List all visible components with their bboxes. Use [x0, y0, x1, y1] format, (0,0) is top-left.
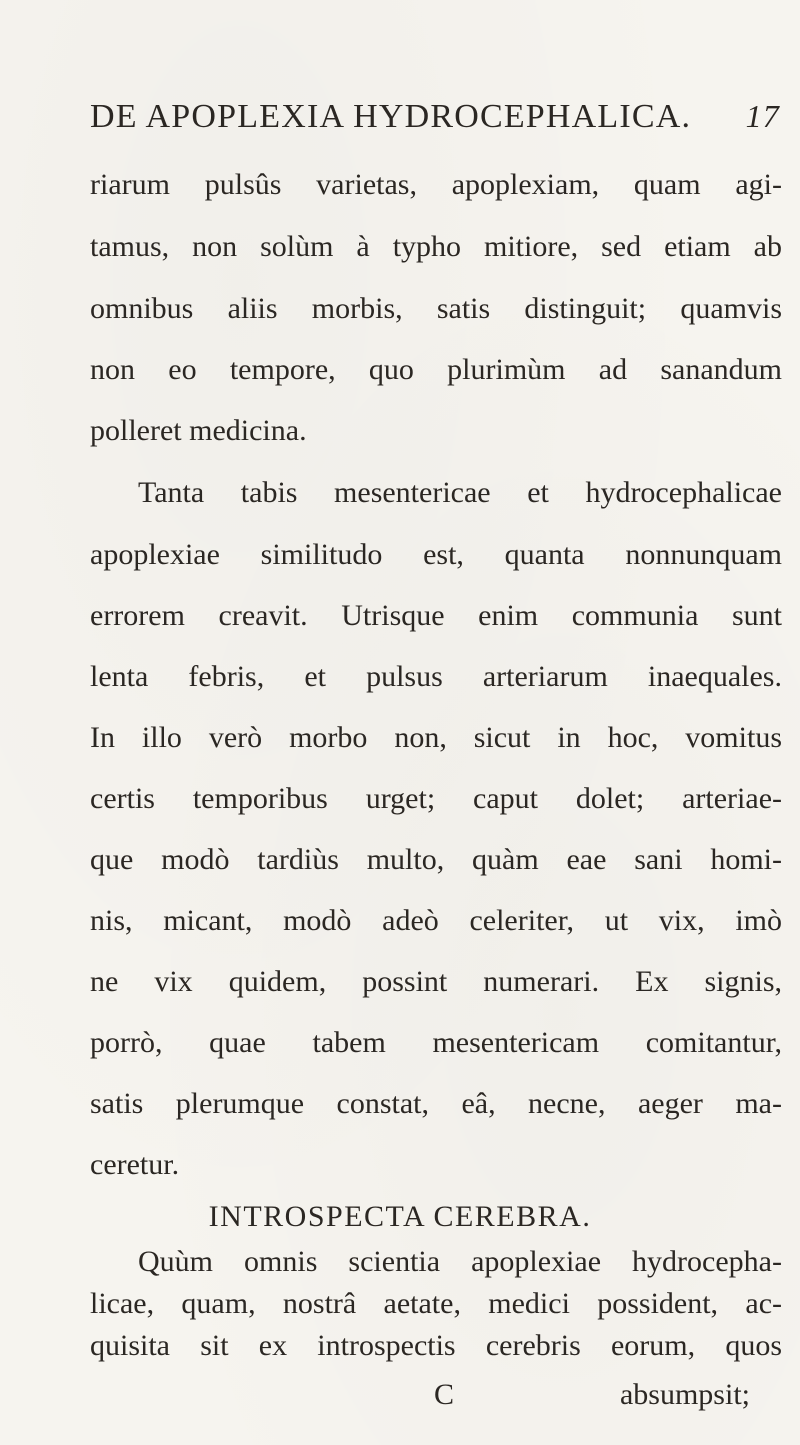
text-line: non eo tempore, quo plurimùm ad sanandum [90, 353, 782, 386]
text-line: In illo verò morbo non, sicut in hoc, vomitus [90, 721, 782, 754]
text-line: porrò, quae tabem mesentericam comitantur, [90, 1026, 782, 1059]
text-line: omnibus aliis morbis, satis distinguit; quamvis [90, 292, 782, 325]
catchword: absumpsit; [619, 1378, 750, 1411]
text-line: polleret medicina. [90, 414, 307, 447]
text-line: quisita sit ex introspectis cerebris eorum, quos [90, 1329, 782, 1362]
text-line: Quùm omnis scientia apoplexiae hydrocepha- [138, 1245, 782, 1278]
text-line: nis, micant, modò adeò celeriter, ut vix, imò [90, 904, 782, 937]
text-line: riarum pulsûs varietas, apoplexiam, quam agi- [90, 168, 782, 201]
text-line: licae, quam, nostrâ aetate, medici possident, ac- [90, 1287, 782, 1320]
text-line: que modò tardiùs multo, quàm eae sani homi- [90, 843, 782, 876]
text-line: satis plerumque constat, eâ, necne, aeger ma- [90, 1087, 782, 1120]
text-line: ne vix quidem, possint numerari. Ex signis, [90, 965, 782, 998]
text-line: Tanta tabis mesentericae et hydrocephalicae [138, 476, 782, 509]
text-line: tamus, non solùm à typho mitiore, sed etiam ab [90, 230, 782, 263]
running-head [90, 98, 780, 136]
page-number: 17 [745, 98, 780, 134]
text-line: errorem creavit. Utrisque enim communia sunt [90, 599, 782, 632]
text-line: lenta febris, et pulsus arteriarum inaequales. [90, 660, 782, 693]
running-title: DE APOPLEXIA HYDROCEPHALICA. [90, 98, 692, 135]
section-heading: INTROSPECTA CEREBRA. [208, 1200, 592, 1233]
signature-mark: C [434, 1378, 455, 1411]
text-line: certis temporibus urget; caput dolet; arteriae- [90, 782, 782, 815]
text-line: apoplexiae similitudo est, quanta nonnunquam [90, 538, 782, 571]
text-line: ceretur. [90, 1148, 180, 1181]
